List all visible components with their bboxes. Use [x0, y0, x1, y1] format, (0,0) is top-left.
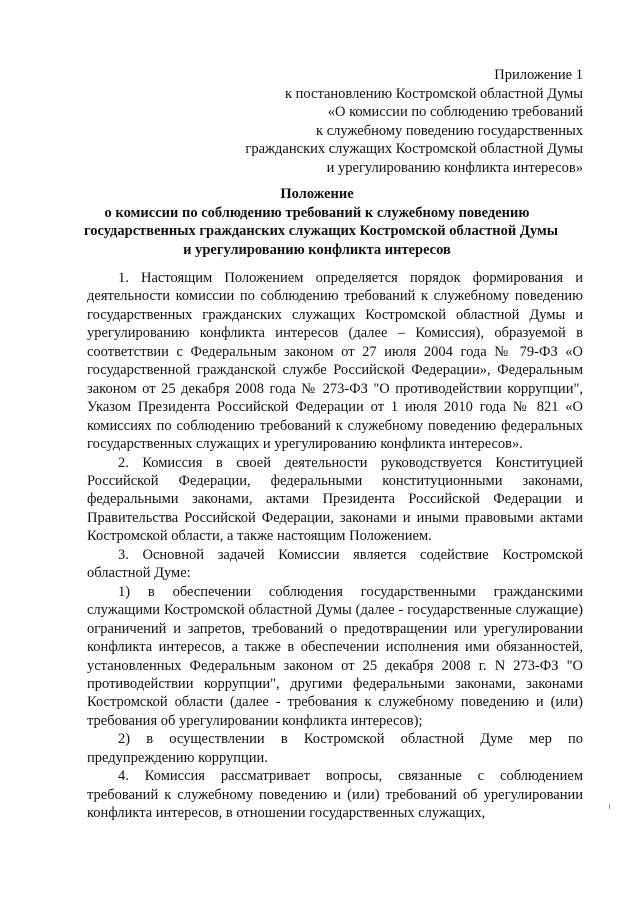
annex-line: к постановлению Костромской областной Думы [284, 85, 583, 102]
paragraph: 1) в обеспечении соблюдения государственными гражданскими служащими Костромской областной Думы (далее - государственные служащие) ограничений и запретов, требований о предотвращении или урегулировании конфликта интересов, а также в обеспечении исполнения ими обязанностей, установленных Федеральным законом от 25 декабря 2008 г. N 273-ФЗ "О противодействии коррупции", другими федеральными законами, законами Костромской области (далее - требования к служебному поведению и (или) требования об урегулировании конфликта интересов); [87, 583, 583, 729]
document-body [87, 269, 583, 823]
scan-mark [609, 804, 610, 809]
paragraph: 1. Настоящим Положением определяется порядок формирования и деятельности комиссии по соблюдению требований к служебному поведению государственных гражданских служащих Костромской областной Думы и урегулированию конфликта интересов (далее – Комиссия), образуемой в соответствии с Федеральным законом от 27 июля 2004 года № 79-ФЗ «О государственной гражданской службе Российской Федерации», Федеральным законом от 25 декабря 2008 года № 273-ФЗ "О противодействии коррупции", Указом Президента Российской Федерации от 1 июля 2010 года № 821 «О комиссиях по соблюдению требований к служебному поведению федеральных государственных служащих и урегулированию конфликта интересов». [87, 270, 583, 453]
title-line: и урегулированию конфликта интересов [183, 242, 451, 259]
title-line: о комиссии по соблюдению требований к служебному поведению [104, 204, 530, 221]
paragraph: 2. Комиссия в своей деятельности руководствуется Конституцией Российской Федерации, федеральными конституционными законами, федеральными законами, актами Президента Российской Федерации и Правительства Российской Федерации, законами и иными правовыми актами Костромской области, а также настоящим Положением. [87, 454, 583, 545]
paragraph: 2) в осуществлении в Костромской областной Думе мер по предупреждению коррупции. [87, 731, 583, 766]
annex-line: Приложение 1 [494, 67, 583, 83]
title-line: государственных гражданских служащих Костромской областной Думы [84, 223, 559, 240]
title-line: Положение [280, 186, 354, 202]
annex-line: гражданских служащих Костромской областной Думы [245, 141, 583, 158]
paragraph: 4. Комиссия рассматривает вопросы, связанные с соблюдением требований к служебному поведению и (или) требований об урегулировании конфликта интересов, в отношении государственных служащих, [87, 768, 583, 822]
annex-line: и урегулированию конфликта интересов» [326, 159, 583, 176]
paragraph: 3. Основной задачей Комиссии является содействие Костромской областной Думе: [87, 546, 583, 582]
annex-line: к служебному поведению государственных [316, 122, 583, 139]
annex-header [245, 66, 583, 178]
document-title [84, 185, 559, 260]
annex-line: «О комиссии по соблюдению требований [327, 104, 583, 121]
